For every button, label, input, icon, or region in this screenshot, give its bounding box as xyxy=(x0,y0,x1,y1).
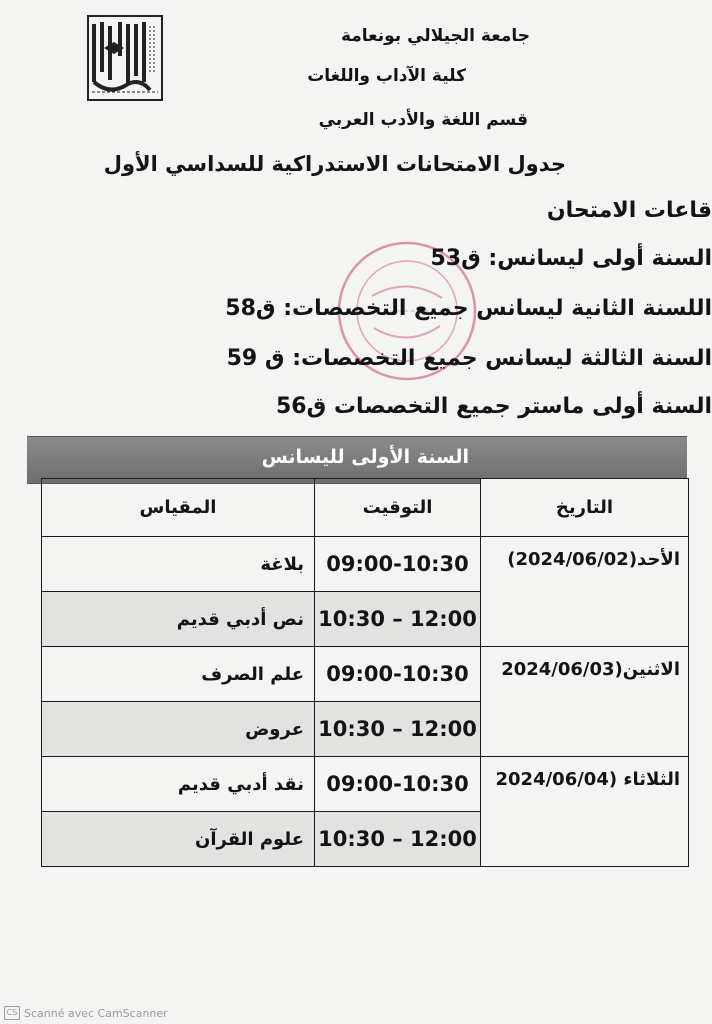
subject-cell: نص أدبي قديم xyxy=(42,592,315,647)
university-logo-icon xyxy=(80,12,170,104)
scanner-watermark-text: Scanné avec CamScanner xyxy=(24,1006,168,1020)
time-cell xyxy=(315,537,481,592)
time-cell xyxy=(315,757,481,812)
time-text: 09:00-10:30 xyxy=(326,552,469,576)
room-line-first-year: السنة أولى ليسانس: ق53 xyxy=(430,246,712,271)
time-text: 10:30 – 12:00 xyxy=(318,717,477,741)
schedule-banner xyxy=(27,436,687,484)
university-logo xyxy=(80,12,170,104)
date-cell xyxy=(481,647,689,757)
room-line-master-first-year: السنة أولى ماستر جميع التخصصات ق56 xyxy=(276,394,712,419)
time-text: 10:30 – 12:00 xyxy=(318,607,477,631)
time-cell xyxy=(315,812,481,867)
subject-cell: بلاغة xyxy=(42,537,315,592)
exam-schedule-table xyxy=(41,478,689,867)
header-subject: المقياس xyxy=(42,479,315,537)
time-text: 09:00-10:30 xyxy=(326,772,469,796)
room-line-third-year: السنة الثالثة ليسانس جميع التخصصات: ق 59 xyxy=(226,346,712,371)
time-text: 09:00-10:30 xyxy=(326,662,469,686)
date-cell xyxy=(481,757,689,867)
time-text: 10:30 – 12:00 xyxy=(318,827,477,851)
university-name: جامعة الجيلالي بونعامة xyxy=(340,26,530,46)
header-time: التوقيت xyxy=(315,479,481,537)
department-name: قسم اللغة والأدب العربي xyxy=(318,110,528,130)
date-cell xyxy=(481,537,689,647)
subject-cell: علوم القرآن xyxy=(42,812,315,867)
date-text: الثلاثاء (2024/06/04 xyxy=(495,769,680,790)
subject-cell: نقد أدبي قديم xyxy=(42,757,315,812)
date-text: الأحد(2024/06/02) xyxy=(507,549,680,570)
table-row xyxy=(42,647,689,702)
table-row xyxy=(42,537,689,592)
table-header-row xyxy=(42,479,689,537)
time-cell xyxy=(315,592,481,647)
room-line-second-year: اللسنة الثانية ليسانس جميع التخصصات: ق58 xyxy=(225,296,712,321)
document-title: جدول الامتحانات الاستدراكية للسداسي الأول xyxy=(103,152,566,176)
scanner-watermark xyxy=(4,1006,168,1020)
time-cell xyxy=(315,647,481,702)
camscanner-icon: CS xyxy=(4,1006,20,1020)
exam-rooms-heading: قاعات الامتحان xyxy=(546,198,712,223)
table-row xyxy=(42,757,689,812)
time-cell xyxy=(315,702,481,757)
header-date: التاريخ xyxy=(481,479,689,537)
subject-cell: عروض xyxy=(42,702,315,757)
schedule-banner-label: السنة الأولى لليسانس xyxy=(261,446,469,468)
date-text: الاثنين(2024/06/03 xyxy=(501,659,680,680)
subject-cell: علم الصرف xyxy=(42,647,315,702)
faculty-name: كلية الآداب واللغات xyxy=(307,66,466,86)
